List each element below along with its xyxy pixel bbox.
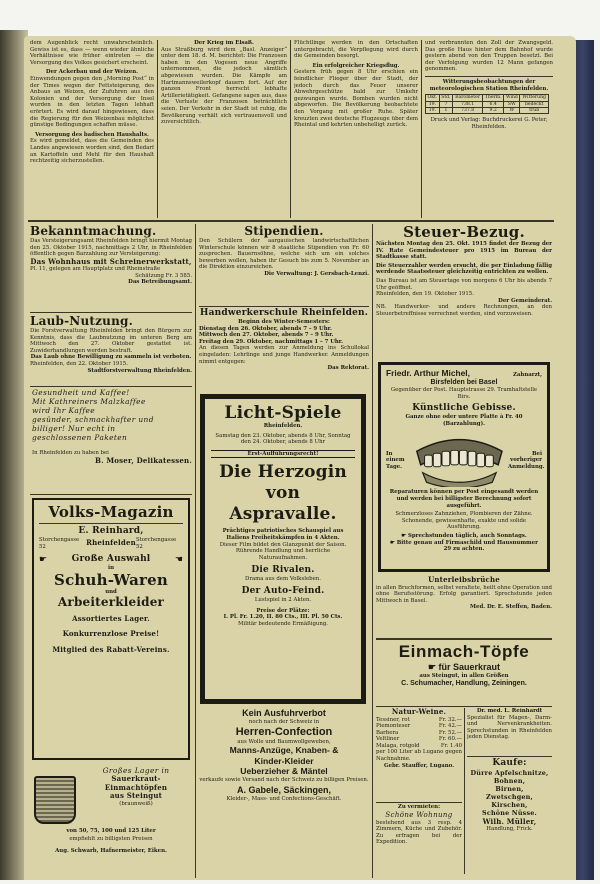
schatzung-label: Schätzung Fr.	[135, 272, 174, 279]
wine-price: Fr. 60.—	[438, 736, 462, 743]
laub-text: Die Forstverwaltung Rheinfelden bringt den Bürgern zur Kenntnis, dass die Laubnutzung im unteren Berg am Mittwoch den 27. Oktober gestattet ist. Zuwiderhandlungen werden bestraft.	[30, 328, 192, 354]
steuer-more: Das Bureau ist am Steuertage von morgens 6 Uhr bis abends 7 Uhr geöffnet.	[376, 277, 552, 291]
table-cell: 738.1	[453, 101, 483, 107]
steuer-place: Rheinfelden, den 19. Oktober 1915.	[376, 291, 474, 298]
volks-title: Volks-Magazin	[48, 503, 174, 521]
laub-text2: Das Laub ohne Bewilligung zu sammeln ist verboten.	[30, 354, 192, 361]
michel-right-word: Anmeldung.	[508, 463, 545, 470]
hand-line: billiger! Nur echt in	[32, 424, 116, 433]
michel-hours-text: Sprechstunden täglich, auch Sonntags.	[407, 533, 527, 540]
gabele-ad	[199, 708, 369, 874]
licht-title: Licht-Spiele	[224, 403, 342, 423]
natur-title: Natur-Weine.	[391, 708, 447, 716]
stipendien-ad	[199, 224, 369, 304]
list-item	[376, 736, 462, 743]
col4-top-article	[425, 40, 553, 216]
bekanntmachung-ad	[30, 224, 192, 310]
bekanntmachung-footer: Das Betreibungsamt.	[128, 279, 192, 286]
bekanntmachung-item: Das Wohnhaus mit Schreinerwerkstatt,	[30, 256, 192, 266]
volks-und: und	[105, 588, 117, 595]
gabele-h3: Kinder-Kleider	[254, 755, 314, 766]
gabele-h1: Herren-Confection	[235, 725, 333, 738]
ad-rule	[376, 706, 552, 707]
kaufe-item: Kirschen,	[491, 801, 528, 809]
gabele-text: verkaufe sowie Versand nach der Schweiz zu billigen Preisen.	[199, 776, 369, 783]
ad-rule	[30, 494, 192, 495]
bekanntmachung-title: Bekanntmachung.	[30, 224, 157, 238]
table-header-cell: Wind	[504, 95, 520, 101]
col-rule	[157, 40, 158, 218]
wine-price: Fr. 32.—	[438, 716, 462, 723]
kaufe-ad	[467, 758, 552, 874]
table-header-cell: Therm.	[483, 95, 504, 101]
gabele-shop-sub: Kleider-, Mass- und Confections-Geschäft.	[226, 796, 342, 803]
hand-line: Gesundheit und Kaffee!	[32, 388, 130, 397]
reinhardt-name: Dr. med. L. Reinhardt	[476, 708, 543, 714]
wine-name: Malaga, rotgold	[376, 742, 420, 749]
weather-table-title: Witterungsbeobachtungen der meteorologischen Station Rheinfelden.	[425, 76, 553, 92]
table-row	[426, 107, 549, 113]
table-cell: 19.	[426, 107, 440, 113]
wine-name: Piemonteser	[376, 723, 411, 730]
licht-prices: I. Pl. Fr. 1.20, II. 80 Cts., III. Pl. 50 Cts.	[223, 614, 343, 621]
table-cell: 1	[439, 107, 452, 113]
michel-tel-text: Bitte genau auf Firmaschild und Hausnummer 29 zu achten.	[396, 539, 539, 553]
michel-sub: Ganze ohne oder untere Platte à Fr. 40 (Barzahlung).	[405, 414, 523, 427]
schatzung-value: 3 585.	[174, 272, 192, 279]
sauer-left-price: empfiehlt zu billigsten Preisen	[69, 836, 153, 842]
table-cell: W	[504, 107, 520, 113]
licht-film1b: von Aspravalle.	[229, 483, 337, 525]
hand-pointer-icon: ☛	[39, 554, 48, 565]
sauer-left-sub: aus Steingut	[109, 791, 163, 800]
wohnung-ad	[376, 804, 462, 874]
michel-left-col	[386, 451, 411, 471]
michel-right-word: Bei	[531, 450, 542, 457]
licht-film2: Die Rivalen.	[251, 565, 315, 576]
licht-desc: Prächtiges patriotisches Schauspiel aus Italiens Freiheitskämpfen in 4 Akten.	[222, 528, 344, 541]
wine-name: Veltliner	[376, 736, 400, 743]
col3-intro: Flüchtlinge werden in den Ortschaften untergebracht, die Verpflegung wird durch die Gemeinden besorgt.	[294, 40, 418, 60]
handwerk-sub: Beginn des Winter-Semesters:	[238, 319, 330, 325]
natur-weine-ad	[376, 708, 462, 800]
col2-top-article	[161, 40, 287, 216]
michel-addr: Gegenüber der Post. Hauptstrasse 29. Tramhaltstelle Birs.	[390, 387, 538, 400]
weather-table	[425, 94, 549, 114]
hand-shop: B. Moser, Delikatessen.	[94, 455, 192, 465]
table-cell: 9.2	[483, 107, 504, 113]
volks-schuh: Schuh-Waren	[54, 570, 168, 589]
stipendien-title: Stipendien.	[244, 224, 324, 238]
kaufe-item: Zwetschgen,	[486, 793, 533, 801]
volks-magazin-ad	[32, 498, 190, 760]
col3-text: Gestern früh gegen 8 Uhr erschien ein feindlicher Flieger über der Stadt, der jedoch durch das Feuer unserer Abwehrgeschütze bald zur Umkehr gezwungen wurde. Bomben wurden nicht abgeworfen. Die Bevölkerung beobachtete den Vorgang mit großer Ruhe. Später kreuzten zwei deutsche Flugzeuge über dem Rheintal und kehrten unbehelligt zurück.	[294, 69, 418, 129]
hand-pointer-icon: ☛	[427, 662, 439, 672]
handwerk-title: Handwerkerschule Rheinfelden.	[199, 308, 369, 318]
unterleib-text: in allen Bruchformen, selbst veraltete, heilt ohne Operation und ohne Berufsstörung. Erfolg garantiert. Sprechstunde jeden Mittwoch in Basel.	[376, 584, 552, 604]
handwerk-d1: Dienstag den 26. Oktober, abends 7 – 9 Uhr.	[199, 325, 332, 332]
ad-rule	[30, 386, 192, 387]
reinhardt-ad	[467, 708, 552, 754]
col-rule	[372, 224, 373, 878]
laub-sign: Stadtforstverwaltung Rheinfelden.	[87, 367, 192, 374]
sauer-left-meas: (braunweiß)	[119, 800, 153, 807]
natur-shop: Gebr. Stauffer, Lugano.	[383, 762, 455, 769]
volks-big-row	[39, 554, 183, 565]
licht-film3-sub: Lustspiel in 2 Akten.	[254, 596, 312, 603]
michel-rep: Reparaturen können per Post eingesandt werden und werden bei billigster Berechnung sofort ausgeführt.	[389, 489, 539, 509]
table-cell: trüb	[520, 107, 549, 113]
printer-footer: Druck und Verlag: Buchdruckerei G. Peter, Rheinfelden.	[430, 117, 548, 130]
handwerk-text: An diesen Tagen werden zur Anmeldung ins Schullokal eingeladen: Lehrlinge und junge Handwerker. Anmeldungen nimmt entgegen:	[199, 345, 369, 365]
licht-erst: Erst-Aufführungsrecht!	[211, 450, 355, 459]
volks-in: in	[108, 565, 114, 572]
sauerkraut-topf-ad	[32, 766, 190, 874]
list-item	[376, 743, 462, 750]
table-header-cell: Barometer	[453, 95, 483, 101]
list-item	[376, 723, 462, 730]
volks-address-row	[39, 537, 183, 550]
steuer-warn: Die Steuerzahler werden ersucht, die per Einladung fällig werdende Staatssteuer gleichzeitig entrichten zu wollen.	[376, 262, 552, 276]
licht-dates: Samstag den 23. Oktober, abends 8 Uhr, Sonntag den 24. Oktober, abends 8 Uhr	[215, 432, 351, 446]
licht-kids: Militär bedeutende Ermäßigung.	[237, 620, 329, 627]
denture-illustration-row	[386, 431, 545, 489]
table-cell: SW	[504, 101, 520, 107]
steuer-nb: NB. Handwerker- und andere Rechnungen, an den Steuerbetreffnisse verrechnet werden, sind vorzuweisen.	[376, 304, 552, 317]
sauer-left-big: Sauerkraut-Einmachtöpfen	[104, 774, 168, 792]
michel-left-word: Tage.	[386, 463, 403, 470]
handwerk-d3: Freitag den 29. Oktober, nachmittags 1 – 7 Uhr.	[199, 338, 344, 345]
col-rule	[464, 708, 465, 874]
laub-place: Rheinfelden, den 22. Oktober 1915.	[30, 360, 128, 367]
volks-arbeiter: Arbeiterkleider	[57, 595, 165, 610]
licht-prices-head: Preise der Plätze:	[256, 607, 310, 614]
michel-pain: Schmerzloses Zahnziehen, Plombieren der Zähne. Schonende, gewissenhafte, exakte und solide Ausführung.	[395, 511, 533, 531]
col2-text: Aus Straßburg wird dem „Basl. Anzeiger“ unter dem 18. d. M. berichtet: Die Franzosen haben in den Vogesen neue Angriffe unternommen, die jedoch sämtlich abgewiesen wurden. Die Kämpfe am Hartmannsweilerkopf dauern fort. Auf der ganzen Front herrscht lebhafte Artillerietätigkeit. Gefangene sagen aus, dass die Verluste der Franzosen beträchtlich seien. Der Verkehr in der Stadt ist ruhig, die Bevölkerung verhält sich vertrauensvoll und zuversichtlich.	[161, 46, 287, 126]
kaufe-title: Kaufe:	[492, 758, 527, 768]
einmach-toepfe-ad	[376, 642, 552, 704]
michel-hours	[386, 533, 542, 540]
michel-tel	[386, 540, 542, 553]
bekanntmachung-text: Das Versteigerungsamt Rheinfelden bringt hiermit Montag den 25. Oktober 1915, nachmittags 2 Uhr, in Rheinfelden öffentlich gegen Barzahlung zur Versteigerung:	[30, 238, 192, 258]
sauer-left-title: Großes Lager in	[102, 766, 170, 775]
ad-rule	[39, 523, 183, 524]
kaufe-item: Wilh. Müller,	[482, 817, 537, 826]
table-cell: bedeckt	[520, 101, 549, 107]
hand-line: Mit Kathreiners Malzkaffee	[32, 397, 146, 406]
stipendien-sign: Die Verwaltung: J. Gersbach-Lenzi.	[264, 270, 369, 277]
gabele-shop: A. Gabele, Säckingen,	[236, 785, 332, 796]
col1-haushalt-text: Es wird gemeldet, dass die Gemeinden des Landes angewiesen worden sind, den Bedarf an Kartoffeln und Mehl für den Haushalt rechtzeitig sicherzustellen.	[30, 138, 154, 165]
michel-right-word: vorheriger	[510, 457, 542, 464]
michel-header	[386, 368, 542, 379]
col1-head-haushalt: Versorgung des badischen Haushalts.	[35, 131, 149, 138]
table-header-cell: Okt.	[427, 95, 438, 101]
col1-intro: dem Augenblick recht unwahrscheinlich. Gewiss ist es, dass — wenn wieder ähnliche Verhältnisse wie früher eintreten — die Versorgung des Volkes gesichert erscheint.	[30, 40, 154, 66]
volks-owner: E. Reinhard,	[78, 526, 144, 536]
denture-icon	[411, 433, 508, 487]
hand-line: wird Ihr Kaffee	[32, 406, 96, 415]
ad-rule	[467, 756, 552, 757]
handwerkerschule-ad	[199, 308, 369, 388]
ad-rule	[30, 312, 192, 313]
hand-pointer-icon: ☚	[174, 554, 183, 565]
steuer-bezug-ad	[376, 224, 552, 358]
einmach-title: Einmach-Töpfe	[398, 642, 530, 661]
hand-place: In Rheinfelden zu haben bei	[32, 450, 109, 456]
hand-pointer-icon: ☛	[389, 539, 397, 546]
michel-city: Birsfelden bei Basel	[430, 378, 498, 386]
col3-top-article	[294, 40, 418, 216]
volks-rabatt: Mitglied des Rabatt-Vereins.	[52, 645, 170, 655]
gabele-title: Kein Ausfuhrverbot	[242, 708, 326, 718]
hand-pointer-icon: ☛	[401, 533, 408, 540]
wine-name: Tessiner, rot	[376, 716, 410, 723]
gabele-h1-sub: aus Wolle und Baumwollgeweben,	[237, 738, 331, 745]
bekanntmachung-schatzung	[30, 273, 192, 280]
lichtspiele-ad	[200, 394, 366, 704]
einmach-sub-text: für Sauerkraut	[438, 662, 501, 672]
laub-nutzung-ad	[30, 314, 192, 384]
table-header-cell: Std.	[441, 95, 451, 101]
steuer-text: Nächsten Montag den 25. Okt. 1915 findet der Bezug der IV. Rate Gemeindesteuer pro 1915 im Bureau der Stadtkasse statt.	[376, 241, 552, 261]
unterleib-title: Unterleibsbrüche	[428, 576, 500, 584]
wine-name: Barbera	[376, 729, 399, 736]
kaufe-item: Schöne Nüsse.	[482, 809, 537, 817]
table-header-row	[426, 95, 549, 101]
handwritten-ad	[32, 388, 192, 492]
einmach-sub	[376, 662, 552, 673]
ad-rule	[376, 802, 462, 803]
wohnung-big: Schöne Wohnung	[385, 810, 453, 819]
table-cell: 7	[439, 101, 452, 107]
licht-film3: Der Auto-Feind.	[241, 585, 325, 596]
table-cell: 6.4	[483, 101, 504, 107]
col1-weizen-text: Einwendungen gegen den „Morning Post“ in der Times wegen der Fettsteigerung, des Anbaus an Weizen, der Zufuhren aus den Kolonien und der Versorgung der Insel wurden in den letzten Tagen lebhaft erörtert. Es wird darauf hingewiesen, dass die Regierung für den Weizenbau möglichst günstige Bedingungen schaffen müsse.	[30, 75, 154, 129]
col3-head: Ein erfolgreicher Kriegsflug.	[312, 62, 400, 69]
unterleib-sign: Med. Dr. E. Steffen, Baden.	[470, 604, 552, 611]
laub-title: Laub-Nutzung.	[30, 314, 133, 328]
kaufe-item: Handlung, Frick.	[486, 826, 533, 832]
michel-left-word: einem	[386, 457, 405, 464]
einmach-sub2: aus Steingut, in allen Größen	[419, 673, 509, 679]
volks-street-right: Storchengasse 52	[135, 537, 177, 550]
section-rule	[28, 220, 554, 222]
michel-big: Künstliche Gebisse.	[412, 403, 516, 414]
unterleib-ad	[376, 576, 552, 636]
col-rule	[421, 40, 422, 218]
handwerk-d2: Mittwoch den 27. Oktober, abends 7 – 9 Uhr.	[199, 332, 334, 339]
wine-price: Fr. 42.—	[438, 723, 462, 730]
col4-text: und verbrannten den Zoll der Zwangsgeld. Das große Haus hinter dem Bahnhof wurde gestern abend von den Truppen besetzt. Bei der Verfolgung wurden 12 Mann gefangen genommen.	[425, 40, 553, 73]
natur-note: per 100 Liter ab Lugano gegen Nachnahme.	[376, 749, 462, 763]
wohnung-title: Zu vermieten:	[397, 804, 441, 810]
michel-right-col	[508, 450, 545, 471]
steuer-sign: Der Gemeinderat.	[498, 297, 552, 304]
table-header-cell: Witterung	[520, 95, 549, 101]
ad-rule	[199, 306, 369, 307]
licht-film1a: Die Herzogin	[219, 462, 347, 483]
wine-list	[376, 717, 462, 750]
col1-top-article	[30, 40, 154, 216]
einmach-shop: C. Schumacher, Handlung, Zeiningen.	[401, 679, 527, 687]
reinhardt-text: Spezialist für Magen-, Darm- und Nervenkrankheiten. Sprechstunden in Rheinfelden jeden Dienstag.	[467, 714, 552, 741]
michel-left-word: In	[386, 450, 393, 457]
volks-preise: Konkurrenzlose Preise!	[62, 628, 160, 638]
bekanntmachung-detail: Pl. 11, gelegen am Hauptplatz und Rheinstraße	[30, 266, 161, 273]
sauer-left-shop: Aug. Schwarb, Hafnermeister, Eiken.	[55, 848, 167, 854]
volks-street-left: Storchengasse 52	[39, 537, 80, 550]
licht-desc2: Dieser Film bildet den Glanzpunkt der Saison. Rührende Handlung und herrliche Naturaufnahmen.	[219, 541, 347, 561]
wohnung-text: bestehend aus 3 resp. 4 Zimmern, Küche und Zubehör. Zu erfragen bei der Expedition.	[376, 819, 462, 846]
michel-job: Zahnarzt,	[512, 372, 542, 378]
handwerk-sign: Das Rektorat.	[327, 365, 369, 372]
steuer-title: Steuer-Bezug.	[403, 224, 525, 241]
volks-big: Große Auswahl	[71, 554, 151, 565]
col-rule	[290, 40, 291, 218]
col-rule	[195, 224, 196, 878]
ad-rule	[376, 638, 552, 640]
kaufe-item: Dürre Apfelschnitze,	[470, 769, 549, 777]
licht-film2-sub: Drama aus dem Volksleben.	[245, 576, 321, 583]
gabele-h2: Manns-Anzüge, Knaben- &	[229, 745, 339, 756]
hand-line: gesünder, schmackhafter und	[32, 415, 154, 424]
sauer-left-sizes: von 50, 75, 100 und 125 Liter	[66, 828, 156, 834]
list-item	[376, 730, 462, 737]
col2-head: Der Krieg im Elsaß.	[194, 40, 254, 46]
volks-lager: Assortiertes Lager.	[72, 614, 150, 624]
licht-city: Rheinfelden.	[263, 423, 303, 429]
gabele-sub: noch nach der Schweiz in	[248, 719, 320, 725]
stipendien-text: Den Schülern der aargauischen landwirtschaftlichen Winterschule können wir 8 staatliche Stipendien von Fr. 60 zusprechen. Bauernsöhne, welche sich um ein solches bewerben wollen, haben ihr Gesuch bis zum 5. November an die Direktion einzureichen.	[199, 238, 369, 271]
wine-price: Fr. 52.—	[438, 729, 462, 736]
gabele-h4: Ueberzieher & Mäntel	[240, 766, 328, 777]
table-cell: 19.	[426, 101, 440, 107]
volks-city: Rheinfelden	[86, 538, 136, 548]
kaufe-item: Bohnen,	[493, 777, 526, 785]
wine-price: Fr. 1.40	[440, 742, 462, 749]
newspaper-page	[24, 36, 576, 880]
kaufe-item: Birnen,	[495, 785, 524, 793]
michel-name: Friedr. Arthur Michel,	[386, 368, 470, 378]
pot-icon	[34, 776, 76, 824]
hand-line: geschlossenen Paketen	[32, 433, 128, 442]
list-item	[376, 717, 462, 724]
col1-head-weizen: Der Ackerbau und der Weizen.	[45, 69, 139, 76]
michel-zahnarzt-ad	[378, 362, 550, 572]
table-cell: 737.8	[453, 107, 483, 113]
